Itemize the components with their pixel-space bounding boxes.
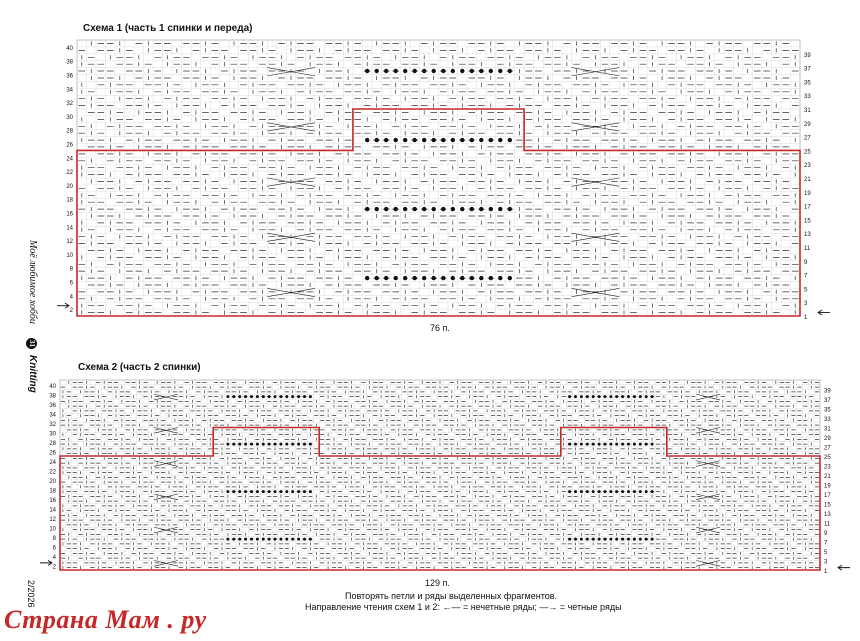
scheme2-row-number-right: 37 xyxy=(824,398,831,404)
scheme2-bobble xyxy=(598,538,601,541)
scheme1-bobble xyxy=(422,138,426,142)
scheme2-bobble xyxy=(633,490,636,493)
scheme1-row-number-right: 23 xyxy=(804,163,811,170)
scheme1-bobble xyxy=(365,69,369,73)
scheme1-bobble xyxy=(489,138,493,142)
scheme1-bobble xyxy=(498,276,502,280)
scheme1-row-number-right: 13 xyxy=(804,232,811,239)
scheme1-arrow-even-rows xyxy=(57,303,69,308)
scheme2-bobble xyxy=(621,490,624,493)
scheme1-bobble xyxy=(393,207,397,211)
scheme1-row-number-right: 21 xyxy=(804,177,811,183)
magazine-name: Моё любимое хобби xyxy=(27,240,38,324)
scheme2-bobble xyxy=(615,490,618,493)
scheme2-row-number-right: 1 xyxy=(824,569,828,575)
scheme2-bobble xyxy=(603,538,606,541)
scheme2-bobble xyxy=(262,443,265,446)
scheme2-bobble xyxy=(580,538,583,541)
scheme2-bobble xyxy=(574,443,577,446)
scheme2-row-number-right: 3 xyxy=(824,559,828,566)
scheme2-bobble xyxy=(609,395,612,398)
scheme1-bobble xyxy=(479,276,483,280)
scheme1-row-number-right: 19 xyxy=(804,190,811,197)
scheme1-row-number-left: 36 xyxy=(66,73,73,80)
scheme1-row-number-left: 10 xyxy=(66,252,73,259)
scheme1-bobble xyxy=(498,207,502,211)
scheme1-bobble xyxy=(431,276,435,280)
scheme2-bobble xyxy=(232,538,235,541)
scheme1-bobble xyxy=(508,276,512,280)
scheme2-row-number-left: 2 xyxy=(52,564,56,571)
scheme1-bobble xyxy=(384,207,388,211)
scheme2-bobble xyxy=(297,395,300,398)
scheme1-bobble xyxy=(384,138,388,142)
scheme2-row-number-right: 9 xyxy=(824,531,828,537)
scheme2-bobble xyxy=(598,443,601,446)
scheme1-bobble xyxy=(422,69,426,73)
scheme1-bobble xyxy=(441,207,445,211)
scheme1-bobble xyxy=(470,138,474,142)
scheme2-bobble xyxy=(639,395,642,398)
scheme2-row-number-right: 21 xyxy=(824,474,831,480)
scheme2-bobble xyxy=(285,443,288,446)
scheme2-bobble xyxy=(279,538,282,541)
scheme2-bobble xyxy=(303,490,306,493)
scheme2-bobble xyxy=(238,395,241,398)
scheme2-bobble xyxy=(268,490,271,493)
scheme2-row-number-right: 15 xyxy=(824,502,831,509)
scheme2-bobble xyxy=(627,490,630,493)
scheme2-row-number-left: 16 xyxy=(49,497,56,504)
scheme2-bobble xyxy=(586,490,589,493)
scheme2-bobble xyxy=(621,395,624,398)
scheme2-bobble xyxy=(226,538,229,541)
scheme2-bobble xyxy=(226,443,229,446)
scheme1-bobble xyxy=(460,138,464,142)
scheme2-row-number-left: 4 xyxy=(52,554,56,561)
scheme2-row-number-right: 25 xyxy=(824,455,831,461)
scheme1-bobble xyxy=(508,138,512,142)
scheme1-bobble xyxy=(374,138,378,142)
scheme2-row-number-right: 7 xyxy=(824,540,828,547)
scheme1-chart xyxy=(57,40,830,321)
scheme2-bobble xyxy=(262,538,265,541)
scheme1-bobble xyxy=(451,69,455,73)
scheme1-bobble xyxy=(431,138,435,142)
scheme1-bobble xyxy=(374,207,378,211)
scheme1-row-number-left: 8 xyxy=(69,266,73,273)
scheme2-bobble xyxy=(256,538,259,541)
scheme1-bobble xyxy=(412,207,416,211)
scheme2-bobble xyxy=(303,538,306,541)
scheme1-row-number-left: 40 xyxy=(66,45,73,52)
scheme2-bobble xyxy=(291,538,294,541)
scheme1-bobble xyxy=(470,207,474,211)
scheme2-row-number-left: 26 xyxy=(49,450,56,457)
scheme2-bobble xyxy=(297,490,300,493)
scheme2-bobble xyxy=(621,443,624,446)
scheme2-bobble xyxy=(232,395,235,398)
scheme2-row-number-right: 39 xyxy=(824,388,831,395)
scheme1-row-number-right: 33 xyxy=(804,94,811,101)
scheme2-title: Схема 2 (часть 2 спинки) xyxy=(78,362,201,373)
magazine-sidebar xyxy=(24,240,38,600)
scheme2-bobble xyxy=(598,490,601,493)
scheme1-row-number-right: 11 xyxy=(804,246,811,252)
scheme1-bobble xyxy=(384,276,388,280)
scheme1-bobble xyxy=(460,69,464,73)
scheme1-title: Схема 1 (часть 1 спинки и переда) xyxy=(83,23,253,34)
scheme2-bobble xyxy=(586,538,589,541)
scheme1-row-number-right: 37 xyxy=(804,66,811,73)
scheme2-row-number-right: 13 xyxy=(824,512,831,518)
scheme1-bobble xyxy=(365,207,369,211)
scheme1-row-number-left: 28 xyxy=(66,128,73,135)
scheme2-bobble xyxy=(609,443,612,446)
scheme2-bobble xyxy=(273,490,276,493)
scheme1-row-number-right: 27 xyxy=(804,135,811,142)
scheme1-bobble xyxy=(470,69,474,73)
scheme2-row-number-left: 40 xyxy=(49,383,56,390)
scheme1-row-number-left: 22 xyxy=(66,170,73,177)
scheme1-bobble xyxy=(422,207,426,211)
reading-direction-note: Направление чтения схем 1 и 2: ←— = нечетные ряды; —→ = четные ряды xyxy=(305,602,622,612)
scheme1-row-number-left: 12 xyxy=(66,239,73,246)
scheme2-bobble xyxy=(639,490,642,493)
scheme2-row-number-left: 24 xyxy=(49,459,56,466)
scheme2-bobble xyxy=(244,538,247,541)
scheme2-row-number-right: 29 xyxy=(824,436,831,442)
scheme1-row-number-left: 16 xyxy=(66,211,73,218)
scheme2-bobble xyxy=(297,538,300,541)
scheme2-bobble xyxy=(598,395,601,398)
scheme2-bobble xyxy=(279,490,282,493)
scheme2-bobble xyxy=(651,443,654,446)
scheme2-bobble xyxy=(232,443,235,446)
scheme1-bobble xyxy=(393,69,397,73)
scheme2-row-number-right: 31 xyxy=(824,426,831,433)
scheme2-bobble xyxy=(568,490,571,493)
scheme2-bobble xyxy=(586,443,589,446)
scheme2-bobble xyxy=(592,538,595,541)
scheme2-bobble xyxy=(651,538,654,541)
scheme2-bobble xyxy=(303,443,306,446)
scheme2-bobble xyxy=(603,490,606,493)
scheme2-bobble xyxy=(568,538,571,541)
scheme1-row-number-left: 14 xyxy=(66,225,73,232)
scheme1-row-number-left: 4 xyxy=(69,294,73,301)
scheme2-row-number-left: 6 xyxy=(52,545,56,552)
scheme1-row-number-left: 2 xyxy=(69,308,73,315)
scheme1-bobble xyxy=(441,276,445,280)
scheme2-bobble xyxy=(250,395,253,398)
scheme2-bobble xyxy=(226,395,229,398)
scheme2-bobble xyxy=(651,490,654,493)
scheme1-row-number-right: 17 xyxy=(804,204,811,211)
scheme1-row-number-right: 1 xyxy=(804,315,808,321)
scheme2-bobble xyxy=(574,395,577,398)
scheme2-bobble xyxy=(639,443,642,446)
scheme2-bobble xyxy=(645,395,648,398)
scheme1-bobble xyxy=(403,276,407,280)
scheme1-row-number-right: 35 xyxy=(804,80,811,87)
scheme1-row-number-right: 5 xyxy=(804,287,808,294)
scheme1-bobble xyxy=(431,207,435,211)
watermark-logo: Страна Мам . ру xyxy=(4,605,207,634)
scheme1-bobble xyxy=(498,138,502,142)
scheme2-bobble xyxy=(627,443,630,446)
scheme1-bobble xyxy=(489,69,493,73)
scheme2-bobble xyxy=(256,443,259,446)
scheme2-bobble xyxy=(262,395,265,398)
scheme2-bobble xyxy=(309,395,312,398)
scheme2-bobble xyxy=(268,395,271,398)
scheme1-bobble xyxy=(508,207,512,211)
scheme1-bobble xyxy=(441,138,445,142)
scheme2-bobble xyxy=(238,490,241,493)
scheme2-bobble xyxy=(256,490,259,493)
scheme2-row-number-right: 27 xyxy=(824,445,831,452)
scheme2-arrow-odd-rows xyxy=(838,565,850,570)
scheme1-bobble xyxy=(479,207,483,211)
scheme1-row-number-right: 3 xyxy=(804,301,808,308)
scheme2-bobble xyxy=(586,395,589,398)
scheme2-bobble xyxy=(633,538,636,541)
scheme1-row-number-left: 30 xyxy=(66,114,73,121)
scheme2-bobble xyxy=(609,490,612,493)
scheme2-bobble xyxy=(580,443,583,446)
scheme2-row-number-left: 12 xyxy=(49,516,56,523)
scheme2-row-number-left: 8 xyxy=(52,535,56,542)
scheme2-bobble xyxy=(268,538,271,541)
scheme2-arrow-even-rows xyxy=(40,560,52,565)
scheme1-bobble xyxy=(441,69,445,73)
scheme2-row-number-left: 18 xyxy=(49,488,56,495)
scheme2-bobble xyxy=(285,395,288,398)
scheme2-row-number-right: 35 xyxy=(824,407,831,414)
scheme1-row-number-left: 38 xyxy=(66,59,73,66)
scheme1-bobble xyxy=(393,276,397,280)
scheme2-bobble xyxy=(568,395,571,398)
scheme2-bobble xyxy=(238,443,241,446)
scheme2-bobble xyxy=(238,538,241,541)
scheme1-stitch-count: 76 п. xyxy=(430,323,450,333)
scheme2-row-number-left: 14 xyxy=(49,507,56,514)
scheme2-bobble xyxy=(285,538,288,541)
scheme2-bobble xyxy=(580,395,583,398)
scheme2-bobble xyxy=(279,395,282,398)
scheme1-bobble xyxy=(374,69,378,73)
scheme1-bobble xyxy=(412,69,416,73)
scheme2-bobble xyxy=(574,490,577,493)
scheme1-bobble xyxy=(489,276,493,280)
scheme2-bobble xyxy=(609,538,612,541)
scheme2-bobble xyxy=(592,395,595,398)
scheme1-bobble xyxy=(451,276,455,280)
scheme2-row-number-right: 5 xyxy=(824,550,828,556)
scheme2-chart xyxy=(40,380,850,575)
section-name: Knitting xyxy=(27,355,38,393)
scheme2-bobble xyxy=(645,443,648,446)
scheme2-row-number-left: 36 xyxy=(49,402,56,409)
scheme1-row-number-right: 31 xyxy=(804,108,811,114)
scheme1-row-number-left: 24 xyxy=(66,156,73,163)
scheme1-bobble xyxy=(365,276,369,280)
scheme2-row-number-left: 28 xyxy=(49,440,56,447)
scheme1-bobble xyxy=(451,207,455,211)
scheme1-row-number-left: 26 xyxy=(66,142,73,149)
scheme2-bobble xyxy=(621,538,624,541)
scheme2-bobble xyxy=(291,395,294,398)
scheme2-bobble xyxy=(309,443,312,446)
scheme2-bobble xyxy=(615,538,618,541)
scheme1-bobble xyxy=(365,138,369,142)
scheme2-bobble xyxy=(603,395,606,398)
scheme1-bobble xyxy=(384,69,388,73)
scheme2-row-number-left: 22 xyxy=(49,469,56,476)
scheme1-row-number-left: 32 xyxy=(66,101,73,108)
scheme1-bobble xyxy=(403,138,407,142)
scheme1-row-number-right: 7 xyxy=(804,273,808,280)
scheme1-bobble xyxy=(479,138,483,142)
scheme1-bobble xyxy=(412,138,416,142)
scheme2-bobble xyxy=(309,538,312,541)
scheme1-row-number-right: 39 xyxy=(804,52,811,59)
scheme1-arrow-odd-rows xyxy=(818,310,830,315)
scheme1-bobble xyxy=(479,69,483,73)
scheme1-bobble xyxy=(460,207,464,211)
scheme2-bobble xyxy=(273,538,276,541)
scheme1-bobble xyxy=(412,276,416,280)
scheme2-bobble xyxy=(285,490,288,493)
scheme2-bobble xyxy=(309,490,312,493)
scheme1-bobble xyxy=(403,207,407,211)
scheme2-bobble xyxy=(639,538,642,541)
scheme2-bobble xyxy=(574,538,577,541)
scheme1-bobble xyxy=(470,276,474,280)
scheme1-bobble xyxy=(451,138,455,142)
scheme1-row-number-left: 18 xyxy=(66,197,73,204)
scheme1-bobble xyxy=(460,276,464,280)
scheme2-bobble xyxy=(250,443,253,446)
scheme2-stitch-count: 129 п. xyxy=(425,578,450,588)
scheme1-row-number-left: 6 xyxy=(69,280,73,287)
scheme1-row-number-left: 20 xyxy=(66,183,73,190)
scheme1-row-number-left: 34 xyxy=(66,87,73,94)
scheme1-bobble xyxy=(431,69,435,73)
scheme1-bobble xyxy=(393,138,397,142)
scheme2-row-number-left: 20 xyxy=(49,478,56,485)
scheme1-row-number-right: 15 xyxy=(804,218,811,225)
scheme2-row-number-right: 19 xyxy=(824,483,831,490)
scheme2-bobble xyxy=(627,538,630,541)
scheme2-bobble xyxy=(568,443,571,446)
scheme2-bobble xyxy=(226,490,229,493)
scheme1-bobble xyxy=(489,207,493,211)
scheme2-bobble xyxy=(592,490,595,493)
scheme1-row-number-right: 25 xyxy=(804,149,811,156)
scheme2-bobble xyxy=(645,538,648,541)
scheme1-grid-lines xyxy=(77,40,800,316)
issue-number: 2/2026 xyxy=(26,580,36,608)
scheme2-bobble xyxy=(645,490,648,493)
scheme2-bobble xyxy=(615,443,618,446)
scheme2-bobble xyxy=(303,395,306,398)
scheme1-bobble xyxy=(422,276,426,280)
scheme2-bobble xyxy=(273,443,276,446)
scheme1-bobble xyxy=(498,69,502,73)
scheme2-row-number-right: 17 xyxy=(824,493,831,499)
scheme2-row-number-right: 11 xyxy=(824,521,831,528)
scheme2-bobble xyxy=(297,443,300,446)
scheme2-bobble xyxy=(615,395,618,398)
scheme2-bobble xyxy=(291,490,294,493)
scheme2-bobble xyxy=(250,490,253,493)
scheme1-bobble xyxy=(374,276,378,280)
scheme2-row-number-left: 38 xyxy=(49,393,56,400)
scheme2-bobble xyxy=(244,443,247,446)
scheme2-row-number-left: 32 xyxy=(49,421,56,428)
scheme2-bobble xyxy=(627,395,630,398)
scheme2-row-number-left: 34 xyxy=(49,412,56,419)
scheme2-bobble xyxy=(273,395,276,398)
scheme1-bobble xyxy=(403,69,407,73)
scheme2-row-number-right: 23 xyxy=(824,464,831,471)
scheme2-bobble xyxy=(279,443,282,446)
scheme2-row-number-left: 30 xyxy=(49,431,56,438)
scheme2-bobble xyxy=(592,443,595,446)
scheme2-bobble xyxy=(244,490,247,493)
scheme2-bobble xyxy=(268,443,271,446)
scheme2-bobble xyxy=(291,443,294,446)
scheme1-bobble xyxy=(508,69,512,73)
issue-badge: 31 xyxy=(28,340,36,347)
scheme2-bobble xyxy=(244,395,247,398)
scheme2-row-number-left: 10 xyxy=(49,526,56,533)
scheme2-bobble xyxy=(633,395,636,398)
scheme2-bobble xyxy=(256,395,259,398)
scheme2-bobble xyxy=(603,443,606,446)
scheme2-row-number-right: 33 xyxy=(824,417,831,423)
scheme2-bobble xyxy=(232,490,235,493)
scheme2-bobble xyxy=(633,443,636,446)
scheme1-row-number-right: 9 xyxy=(804,259,808,266)
scheme2-grid-lines xyxy=(60,380,820,570)
scheme1-row-number-right: 29 xyxy=(804,121,811,128)
scheme2-bobble xyxy=(250,538,253,541)
repeat-note: Повторять петли и ряды выделенных фрагментов. xyxy=(345,591,558,601)
scheme2-bobble xyxy=(651,395,654,398)
scheme2-bobble xyxy=(262,490,265,493)
scheme2-bobble xyxy=(580,490,583,493)
